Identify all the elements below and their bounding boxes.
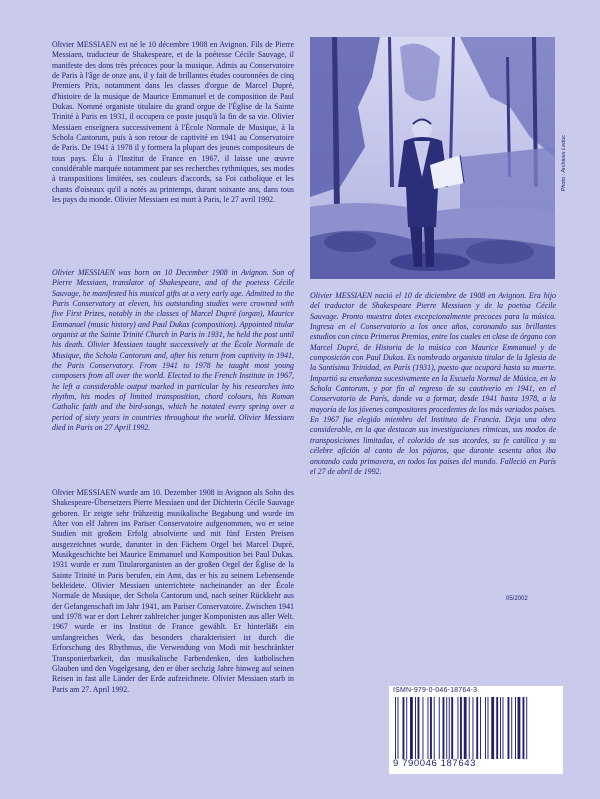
barcode-bar bbox=[518, 697, 521, 759]
barcode-bar bbox=[423, 697, 424, 759]
barcode-bar bbox=[473, 697, 474, 759]
barcode-image bbox=[393, 697, 559, 759]
barcode-bar bbox=[410, 697, 413, 759]
barcode-bar bbox=[503, 697, 504, 759]
barcode-bar bbox=[491, 697, 494, 759]
edition-date: 05/2002 bbox=[506, 596, 528, 602]
ismn-number: ISMN-979-0-046-18764-3 bbox=[393, 687, 478, 694]
barcode-bar bbox=[500, 697, 501, 759]
barcode-bar bbox=[511, 697, 512, 759]
barcode-bar bbox=[446, 697, 447, 759]
barcode-bar bbox=[526, 697, 527, 759]
barcode-bar bbox=[460, 697, 462, 759]
barcode-bar bbox=[398, 697, 399, 759]
composer-photo bbox=[310, 37, 555, 279]
composer-photo-image bbox=[310, 37, 555, 279]
biography-french: Olivier MESSIAEN est né le 10 décembre 1908 en Avignon. Fils de Pierre Messiaen, traducteur de Shakespeare, et de la poétesse Cécile Sauvage, il manifeste des dons très précoces pour la musique. Admis au Conservatoire de Paris à l'âge de onze ans, il y fait de brillantes études couronnées de cinq Premiers Prix, notamment dans les classes d'orgue de Marcel Dupré, d'histoire de la musique de Maurice Emmanuel et de composition de Paul Dukas. Nommé organiste titulaire du grand orgue de l'Église de la Sainte Trinité à Paris en 1931, il occupera ce poste jusqu'à la fin de sa vie. Olivier Messiaen enseignera successivement à l'École Normale de Musique, à la Schola Cantorum, puis à son retour de captivité en 1941 au Conservatoire de Paris. De 1941 à 1978 il y formera la plupart des jeunes compositeurs de tous pays. Élu à l'Institut de France en 1967, il laisse une œuvre considérable marquée notamment par ses recherches rythmiques, ses modes à transpositions limitées, ses couleurs d'accords, sa Foi catholique et les chants d'oiseaux qu'il a notés au printemps, durant soixante ans, dans tous les pays du monde. Olivier Messiaen est mort à Paris, le 27 avril 1992. bbox=[52, 40, 294, 205]
barcode-bar bbox=[476, 697, 478, 759]
biography-german: Olivier MESSIAEN wurde am 10. Dezember 1908 in Avignon als Sohn des Shakespeare-Übersetzers Pierre Messiaen und der Dichterin Cécile Sauvage geboren. Er zeigte sehr frühzeitig musikalische Begabung und wurde im Alter von elf Jahren ins Pariser Conservatoire aufgenommen, wo er seine Studien mit großem Erfolg absolvierte und mit fünf Ersten Preisen ausgezeichnet wurde, darunter in den Fächern Orgel bei Marcel Dupré, Musikgeschichte bei Maurice Emmanuel und Komposition bei Paul Dukas. 1931 wurde er zum Titularorganisten an der großen Orgel der Église de la Sainte Trinité in Paris berufen, ein Amt, das er bis zu seinem Lebensende bekleidete. Olivier Messiaen unterrichtete nacheinander an der École Normale de Musique, der Schola Cantorum und, nach seiner Rückkehr aus der Gefangenschaft im Jahr 1941, am Pariser Conservatoire. Zwischen 1941 und 1978 war er dort Lehrer zahlreicher junger Komponisten aus aller Welt. 1967 wurde er ins Institut de France gewählt. Er hinterläßt ein umfangreiches Werk, das besonders charakterisiert ist durch die Erforschung des Rhythmus, die Verwendung von Modi mit beschränkter Transponierbarkeit, das musikalische Farbendenken, den katholischen Glauben und den Vogelgesang, den er über sechzig Jahre hinweg auf seinen Reisen in fast alle Länder der Erde aufzeichnete. Olivier Messiaen starb in Paris am 27. April 1992. bbox=[52, 488, 294, 694]
barcode-bar bbox=[428, 697, 429, 759]
barcode-bar bbox=[418, 697, 420, 759]
barcode-bar bbox=[449, 697, 450, 759]
barcode-bar bbox=[443, 697, 445, 759]
barcode-bar bbox=[480, 697, 481, 759]
barcode-bar bbox=[496, 697, 498, 759]
barcode-digits: 9 790046 187643 bbox=[393, 758, 476, 769]
barcode-bar bbox=[415, 697, 416, 759]
barcode-bar bbox=[406, 697, 407, 759]
barcode-bar bbox=[430, 697, 432, 759]
barcode-bar bbox=[395, 697, 396, 759]
biography-spanish: Olivier MESSIAEN nació el 10 de diciembre de 1908 en Avignon. Era hijo del traductor de Shakespeare Pierre Messiaen y de la poetisa Cécile Sauvage. Pronto muestra dotes excepcionalmente precoces para la música. Ingresa en el Conservatorio a los once años, coronando sus brillantes estudios con cinco Primeros Premios, entre los cuales en clase de órgano con Marcel Dupré, de Historia de la música con Maurice Emmanuel y de composición con Paul Dukas. Es nombrado organista titular de la Iglesia de la Santísima Trinidad, en París (1931), puesto que ocupará hasta su muerte. Impartió su enseñanza sucesivamente en la Escuela Normal de Música, en la Schola Cantorum, y por fin al regreso de su cautiverio en 1941, en el Conservatorio de París, donde va a formar, desde 1941 hasta 1978, a la mayoría de los jóvenes compositores procedentes de los más variados países. En 1967 fue elegido miembro del Instituto de Francia. Deja una obra considerable, en la que destacan sus investigaciones rítmicas, sus modos de transposiciones limitadas, el colorido de sus acordes, su fe católica y su célebre afición al canto de los pájaros, que durante sesenta años iba anotando cada primavera, en todos los países del mundo. Falleció en París el 27 de abril de 1992. bbox=[310, 291, 556, 476]
barcode-bar bbox=[469, 697, 470, 759]
barcode-bar bbox=[434, 697, 435, 759]
barcode-bar bbox=[439, 697, 440, 759]
photo-credit: Photo : Archives Leduc bbox=[561, 135, 567, 192]
barcode-bar bbox=[508, 697, 510, 759]
barcode-bar bbox=[451, 697, 453, 759]
barcode-bar bbox=[464, 697, 467, 759]
barcode-bar bbox=[403, 697, 405, 759]
barcode-bar bbox=[485, 697, 486, 759]
barcode-bar bbox=[515, 697, 516, 759]
barcode-bar bbox=[523, 697, 525, 759]
biography-english: Olivier MESSIAEN was born on 10 December 1908 in Avignon. Son of Pierre Messiaen, translator of Shakespeare, and of the poetess Cécile Sauvage, he manifested his musical gifts at a very early age. Admitted to the Paris Conservatory at eleven, his outstanding studies were crowned with five First Prizes, notably in the classes of Marcel Dupré (organ), Maurice Emmanuel (music history) and Paul Dukas (composition). Appointed titular organist at the Sainte Trinité Church in Paris in 1931, he held the post until his death. Olivier Messiaen taught successively at the École Normale de Musique, the Schola Cantorum and, after his return from captivity in 1941, the Paris Conservatory. From 1941 to 1978 he taught most young composers from all over the world. Elected to the French Institute in 1967, he left a considerable output marked in particular by his researches into rhythm, his modes of limited transposition, chord colours, his Roman Catholic faith and the bird-songs, which he notated every spring over a period of sixty years in countries throughout the world. Olivier Messiaen died in Paris on 27 April 1992. bbox=[52, 268, 294, 433]
barcode-label bbox=[389, 686, 563, 774]
barcode-bar bbox=[458, 697, 459, 759]
barcode-bar bbox=[488, 697, 489, 759]
